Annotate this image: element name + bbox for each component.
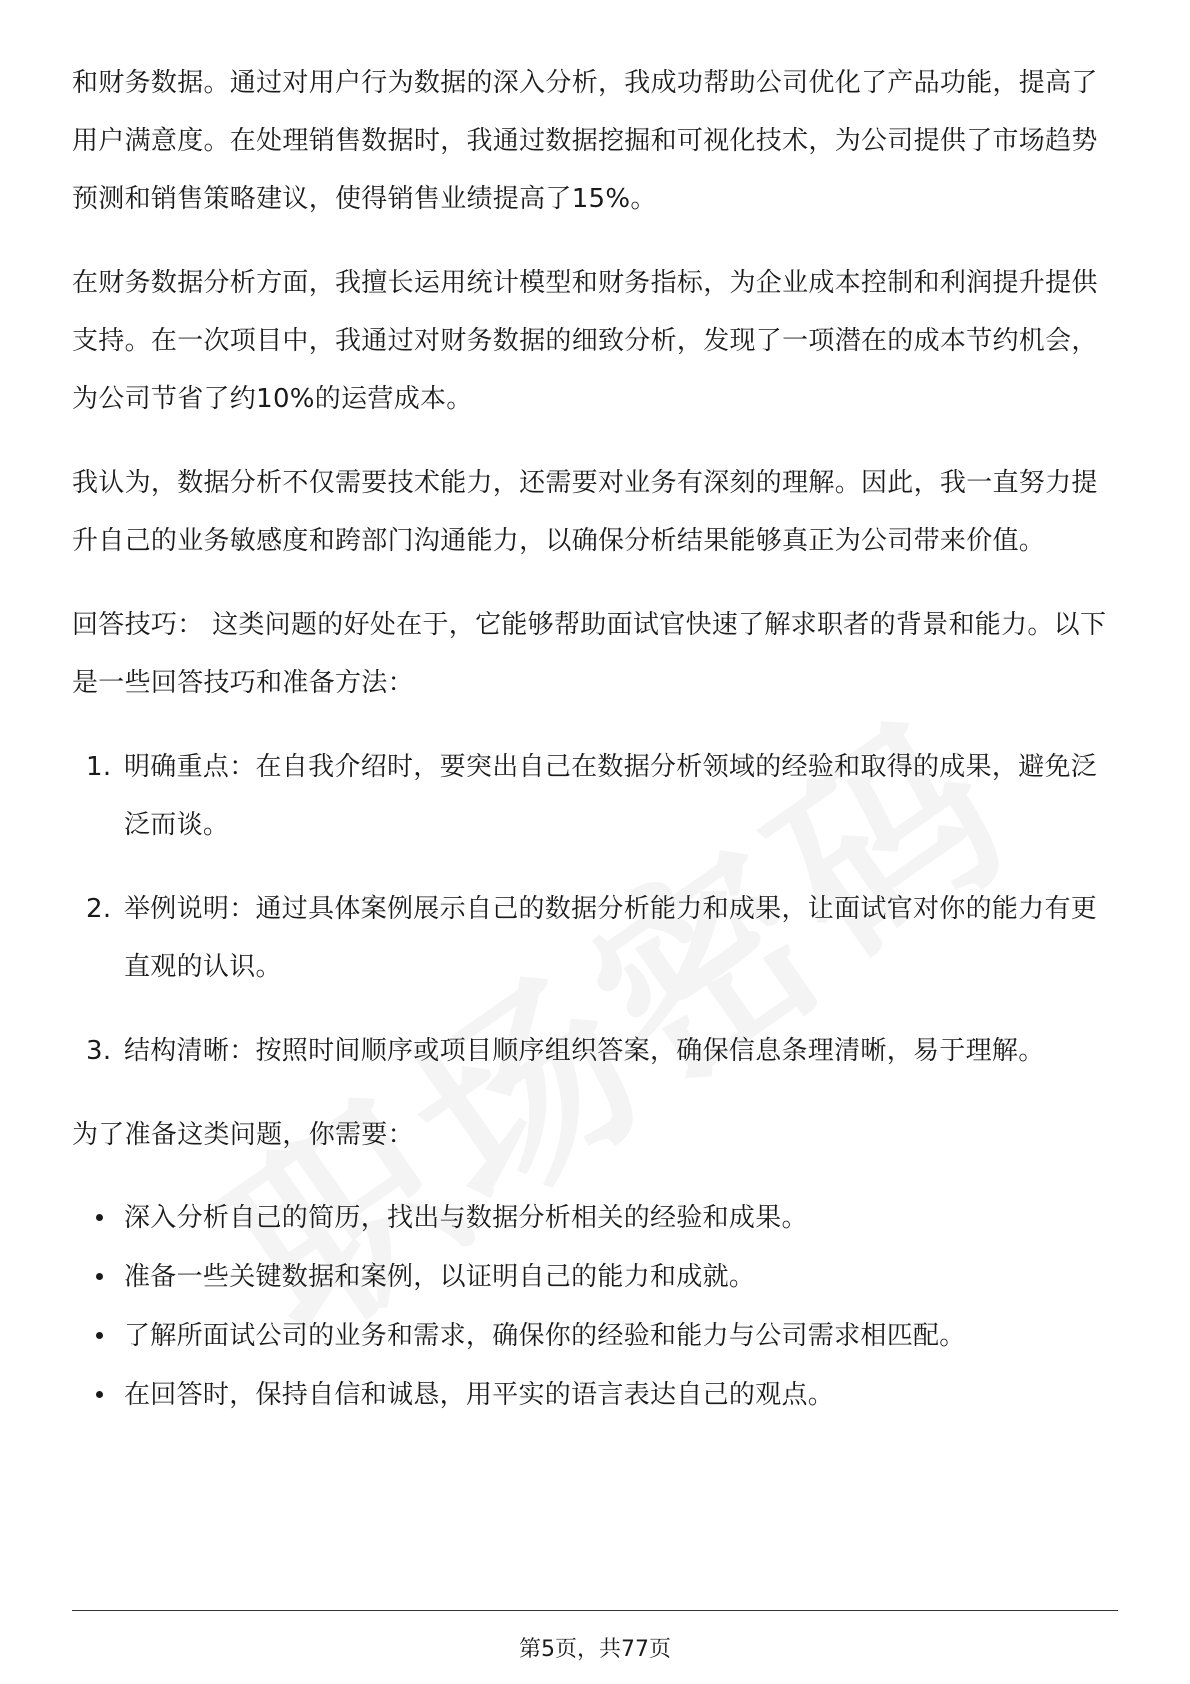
list-item-text: 在回答时，保持自信和诚恳，用平实的语言表达自己的观点。: [124, 1380, 835, 1410]
numbered-list: [72, 738, 1117, 1080]
paragraph: 在财务数据分析方面，我擅长运用统计模型和财务指标，为企业成本控制和利润提升提供支持。在一次项目中，我通过对财务数据的细致分析，发现了一项潜在的成本节约机会，为公司节省了约10%的运营成本。: [72, 268, 1098, 414]
bullet-icon: [96, 1332, 103, 1339]
list-number: 1.: [86, 752, 112, 782]
list-item-text: 结构清晰：按照时间顺序或项目顺序组织答案，确保信息条理清晰，易于理解。: [124, 1036, 1045, 1066]
paragraph: 我认为，数据分析不仅需要技术能力，还需要对业务有深刻的理解。因此，我一直努力提升自己的业务敏感度和跨部门沟通能力，以确保分析结果能够真正为公司带来价值。: [72, 468, 1098, 556]
list-item: [72, 1249, 1117, 1305]
list-item-text: 举例说明：通过具体案例展示自己的数据分析能力和成果，让面试官对你的能力有更直观的认识。: [124, 894, 1098, 982]
list-item: [72, 1022, 1117, 1080]
list-item: [72, 1367, 1117, 1423]
bullet-list: [72, 1190, 1117, 1423]
list-number: 3.: [86, 1036, 112, 1066]
list-item: [72, 1308, 1117, 1364]
footer-divider: [72, 1610, 1118, 1611]
page-content: [72, 54, 1117, 1426]
list-item: [72, 738, 1117, 854]
list-item-text: 准备一些关键数据和案例，以证明自己的能力和成就。: [124, 1262, 756, 1292]
list-item: [72, 1190, 1117, 1246]
list-item-text: 深入分析自己的简历，找出与数据分析相关的经验和成果。: [124, 1203, 808, 1233]
bullet-icon: [96, 1391, 103, 1398]
list-item-text: 了解所面试公司的业务和需求，确保你的经验和能力与公司需求相匹配。: [124, 1321, 966, 1351]
paragraph: 和财务数据。通过对用户行为数据的深入分析，我成功帮助公司优化了产品功能，提高了用户满意度。在处理销售数据时，我通过数据挖掘和可视化技术，为公司提供了市场趋势预测和销售策略建议，使得销售业绩提高了15%。: [72, 68, 1098, 214]
list-item: [72, 880, 1117, 996]
list-item-text: 明确重点：在自我介绍时，要突出自己在数据分析领域的经验和取得的成果，避免泛泛而谈。: [124, 752, 1098, 840]
bullet-icon: [96, 1273, 103, 1280]
list-number: 2.: [86, 894, 112, 924]
answer-tips-paragraph: 回答技巧： 这类问题的好处在于，它能够帮助面试官快速了解求职者的背景和能力。以下是一些回答技巧和准备方法：: [72, 610, 1107, 698]
bullet-icon: [96, 1214, 103, 1221]
page-number: 第5页，共77页: [519, 1637, 671, 1662]
prep-intro: 为了准备这类问题，你需要：: [72, 1120, 414, 1150]
